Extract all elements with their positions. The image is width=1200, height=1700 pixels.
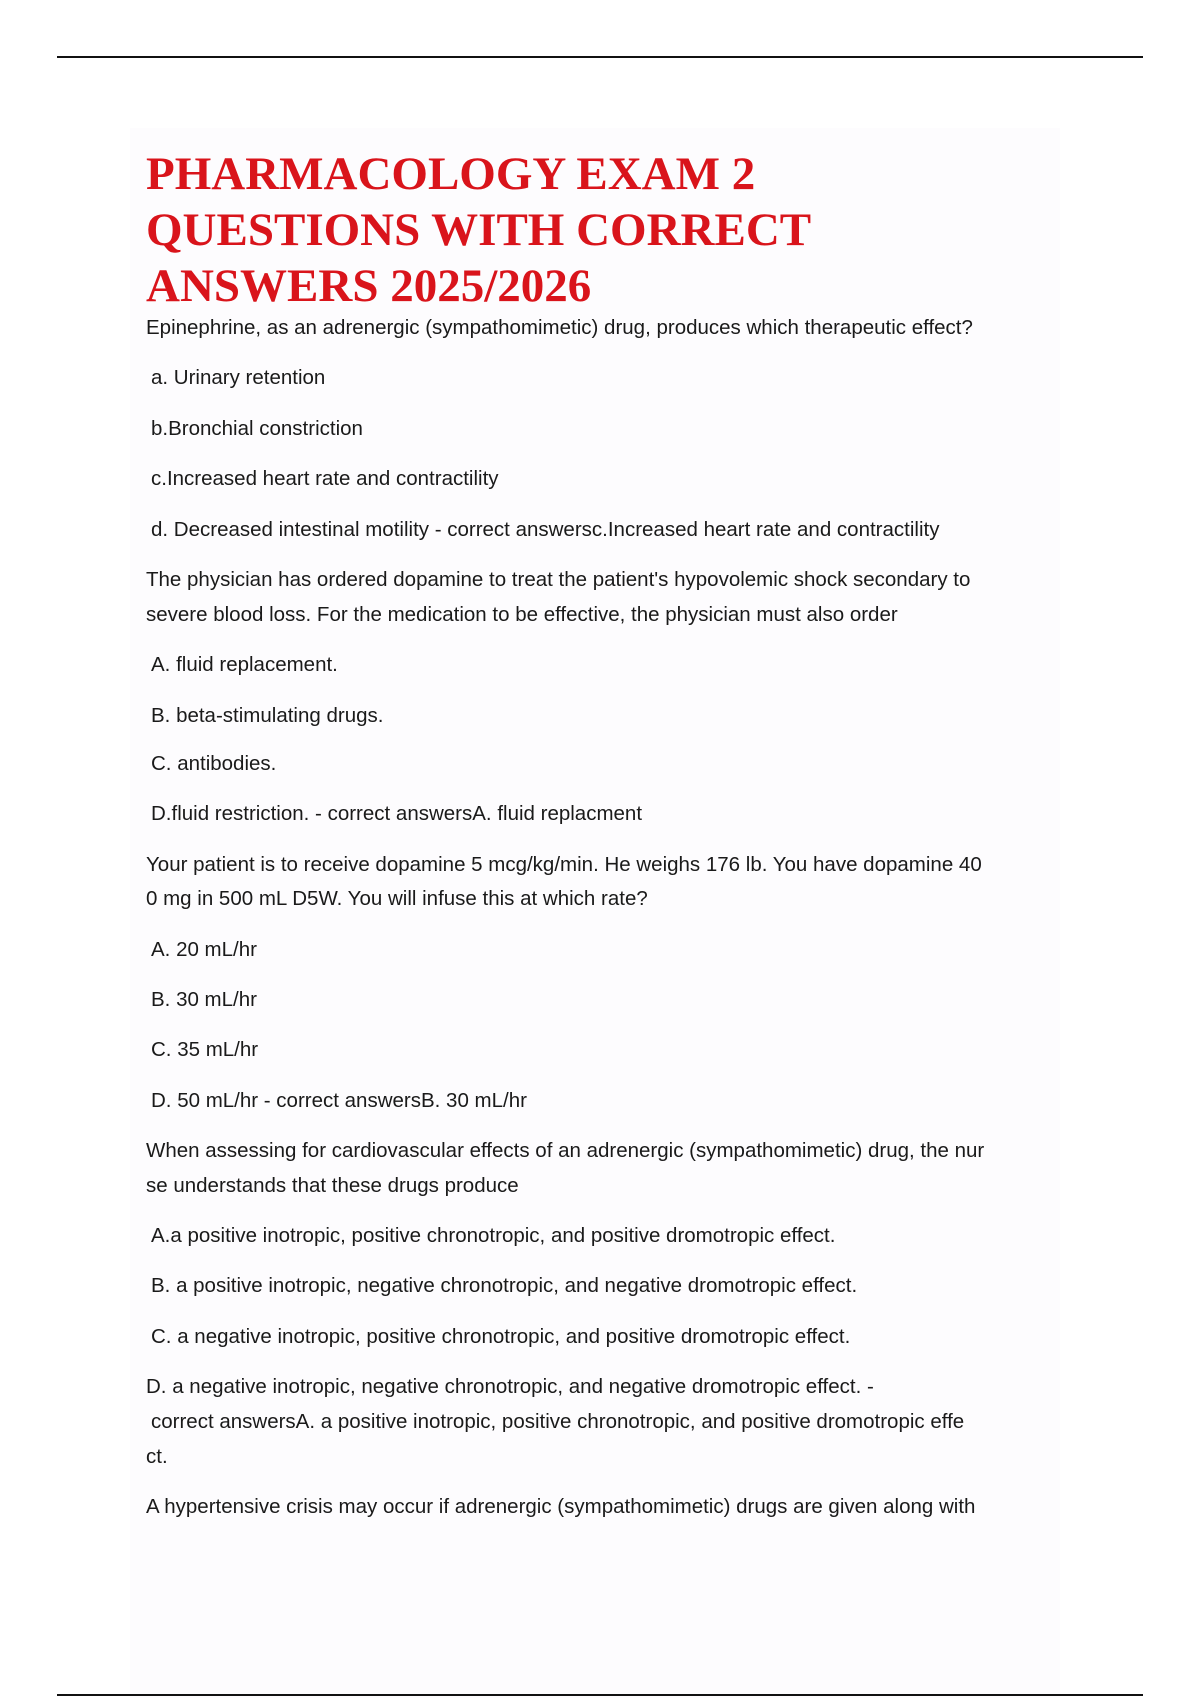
question-3-option-a: A. 20 mL/hr xyxy=(151,938,257,961)
title-line: PHARMACOLOGY EXAM 2 xyxy=(146,148,756,200)
question-3-option-c: C. 35 mL/hr xyxy=(151,1038,259,1061)
question-1-option-d: d. Decreased intestinal motility - correct answersc.Increased heart rate and contractility xyxy=(151,518,940,541)
title-line: ANSWERS 2025/2026 xyxy=(146,260,592,312)
top-rule xyxy=(57,56,1143,58)
question-2-stem-line: severe blood loss. For the medication to be effective, the physician must also order xyxy=(146,603,898,626)
question-1-option-b: b.Bronchial constriction xyxy=(151,417,363,440)
question-3-option-b: B. 30 mL/hr xyxy=(151,988,257,1011)
question-4-stem-line: se understands that these drugs produce xyxy=(146,1174,519,1197)
question-2-option-c: C. antibodies. xyxy=(151,752,277,775)
question-4-answer-line: D. a negative inotropic, negative chronotropic, and negative dromotropic effect. - xyxy=(146,1375,874,1398)
question-5-stem: A hypertensive crisis may occur if adrenergic (sympathomimetic) drugs are given along with xyxy=(146,1495,976,1518)
question-4-option-c: C. a negative inotropic, positive chronotropic, and positive dromotropic effect. xyxy=(151,1325,851,1348)
question-2-option-a: A. fluid replacement. xyxy=(151,653,338,676)
question-4-answer-line: correct answersA. a positive inotropic, positive chronotropic, and positive dromotropic effe xyxy=(151,1410,965,1433)
document-title xyxy=(146,146,906,314)
bottom-rule xyxy=(57,1694,1143,1696)
question-4-answer-line: ct. xyxy=(146,1445,168,1468)
question-3-stem-line: 0 mg in 500 mL D5W. You will infuse this at which rate? xyxy=(146,887,648,910)
question-4-stem-line: When assessing for cardiovascular effects of an adrenergic (sympathomimetic) drug, the nur xyxy=(146,1139,985,1162)
question-3-stem-line: Your patient is to receive dopamine 5 mcg/kg/min. He weighs 176 lb. You have dopamine 40 xyxy=(146,853,982,876)
question-1-option-a: a. Urinary retention xyxy=(151,366,326,389)
question-2-stem-line: The physician has ordered dopamine to treat the patient's hypovolemic shock secondary to xyxy=(146,568,971,591)
question-3-option-d: D. 50 mL/hr - correct answersB. 30 mL/hr xyxy=(151,1089,527,1112)
question-2-option-d: D.fluid restriction. - correct answersA. fluid replacment xyxy=(151,802,643,825)
question-1-stem: Epinephrine, as an adrenergic (sympathomimetic) drug, produces which therapeutic effect? xyxy=(146,316,973,339)
question-1-option-c: c.Increased heart rate and contractility xyxy=(151,467,499,490)
question-4-option-b: B. a positive inotropic, negative chronotropic, and negative dromotropic effect. xyxy=(151,1274,858,1297)
title-line: QUESTIONS WITH CORRECT xyxy=(146,204,812,256)
question-4-option-a: A.a positive inotropic, positive chronotropic, and positive dromotropic effect. xyxy=(151,1224,836,1247)
question-2-option-b: B. beta-stimulating drugs. xyxy=(151,704,384,727)
